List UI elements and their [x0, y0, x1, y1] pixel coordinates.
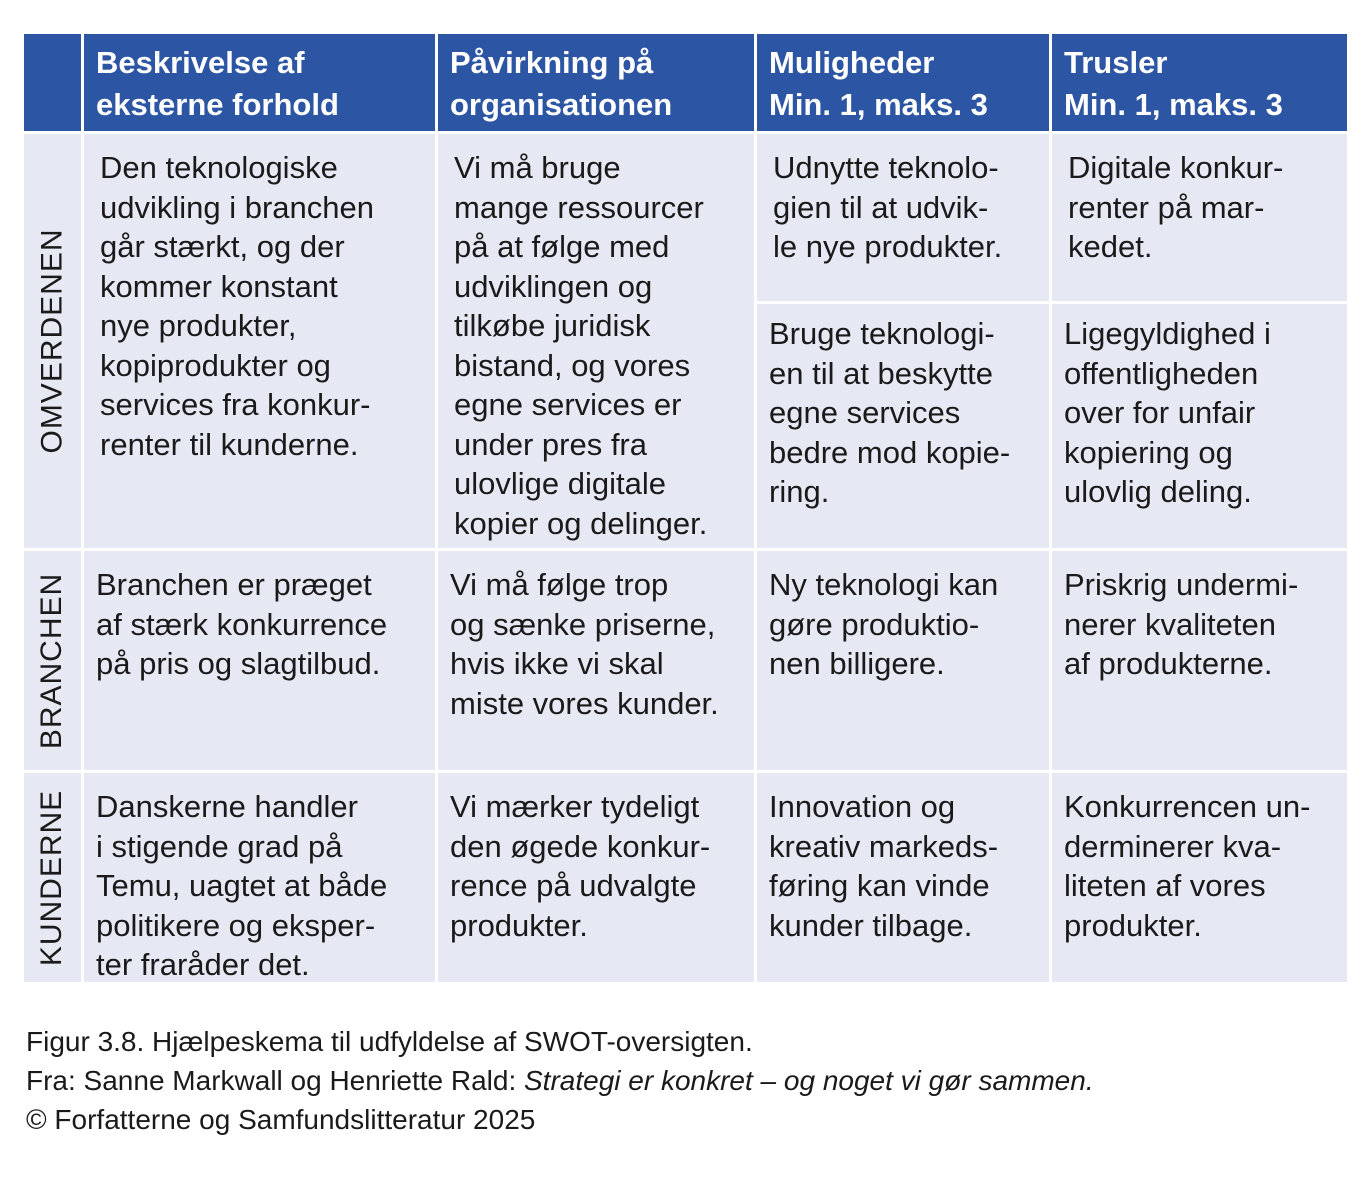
header-beskrivelse-line1: Beskrivelse af	[96, 45, 305, 80]
header-corner	[24, 34, 81, 131]
header-trusler-line1: Trusler	[1064, 45, 1168, 80]
header-muligheder-line1: Muligheder	[769, 45, 935, 80]
header-beskrivelse-line2: eksterne forhold	[96, 87, 339, 122]
swot-helper-table	[24, 34, 1347, 982]
header-beskrivelse	[84, 34, 435, 131]
cell-kunderne-paavirkning: Vi mærker tydeligt den øgede konkur- rence på udvalgte produkter.	[438, 773, 754, 982]
cell-kunderne-beskrivelse: Danskerne handler i stigende grad på Temu, uagtet at både politikere og eksper- ter fraråder det.	[84, 773, 435, 982]
header-paavirkning-line2: organisationen	[450, 87, 673, 122]
header-muligheder	[757, 34, 1049, 131]
header-paavirkning-line1: Påvirkning på	[450, 45, 654, 80]
cell-omverdenen-muligheder-2: Bruge teknologi- en til at beskytte egne services bedre mod kopie- ring.	[757, 304, 1049, 548]
header-paavirkning	[438, 34, 754, 131]
row-label-omverdenen	[24, 134, 81, 548]
row-label-text: OMVERDENEN	[35, 228, 69, 454]
cell-kunderne-trusler: Konkurrencen un- derminerer kva- liteten af vores produkter.	[1052, 773, 1347, 982]
row-label-text: KUNDERNE	[35, 789, 69, 966]
row-label-text: BRANCHEN	[35, 572, 69, 749]
figure-caption	[26, 1022, 1094, 1139]
cell-kunderne-muligheder: Innovation og kreativ markeds- føring kan vinde kunder tilbage.	[757, 773, 1049, 982]
caption-source-prefix: Fra: Sanne Markwall og Henriette Rald:	[26, 1065, 524, 1096]
header-trusler-line2: Min. 1, maks. 3	[1064, 87, 1283, 122]
cell-branchen-paavirkning: Vi må følge trop og sænke priserne, hvis ikke vi skal miste vores kunder.	[438, 551, 754, 770]
header-trusler	[1052, 34, 1347, 131]
cell-omverdenen-trusler-2: Ligegyldighed i offentligheden over for unfair kopiering og ulovlig deling.	[1052, 304, 1347, 548]
header-muligheder-line2: Min. 1, maks. 3	[769, 87, 988, 122]
caption-copyright: © Forfatterne og Samfundslitteratur 2025	[26, 1104, 536, 1135]
row-label-branchen	[24, 551, 81, 770]
cell-branchen-muligheder: Ny teknologi kan gøre produktio- nen billigere.	[757, 551, 1049, 770]
row-label-kunderne	[24, 773, 81, 982]
caption-figure-title: Figur 3.8. Hjælpeskema til udfyldelse af SWOT-oversigten.	[26, 1026, 753, 1057]
cell-branchen-beskrivelse: Branchen er præget af stærk konkurrence på pris og slagtilbud.	[84, 551, 435, 770]
caption-source	[26, 1061, 1094, 1100]
cell-omverdenen-muligheder-1: Udnytte teknolo- gien til at udvik- le nye produkter.	[757, 134, 1049, 301]
caption-book-title: Strategi er konkret – og noget vi gør sammen.	[524, 1065, 1094, 1096]
cell-omverdenen-trusler-1: Digitale konkur- renter på mar- kedet.	[1052, 134, 1347, 301]
cell-branchen-trusler: Priskrig undermi- nerer kvaliteten af produkterne.	[1052, 551, 1347, 770]
cell-omverdenen-paavirkning: Vi må bruge mange ressourcer på at følge med udviklingen og tilkøbe juridisk bistand, og vores egne services er under pres fra ulovlige digitale kopier og delinger.	[438, 134, 754, 548]
cell-omverdenen-beskrivelse: Den teknologiske udvikling i branchen går stærkt, og der kommer konstant nye produkter, kopiprodukter og services fra konkur- renter til kunderne.	[84, 134, 435, 548]
